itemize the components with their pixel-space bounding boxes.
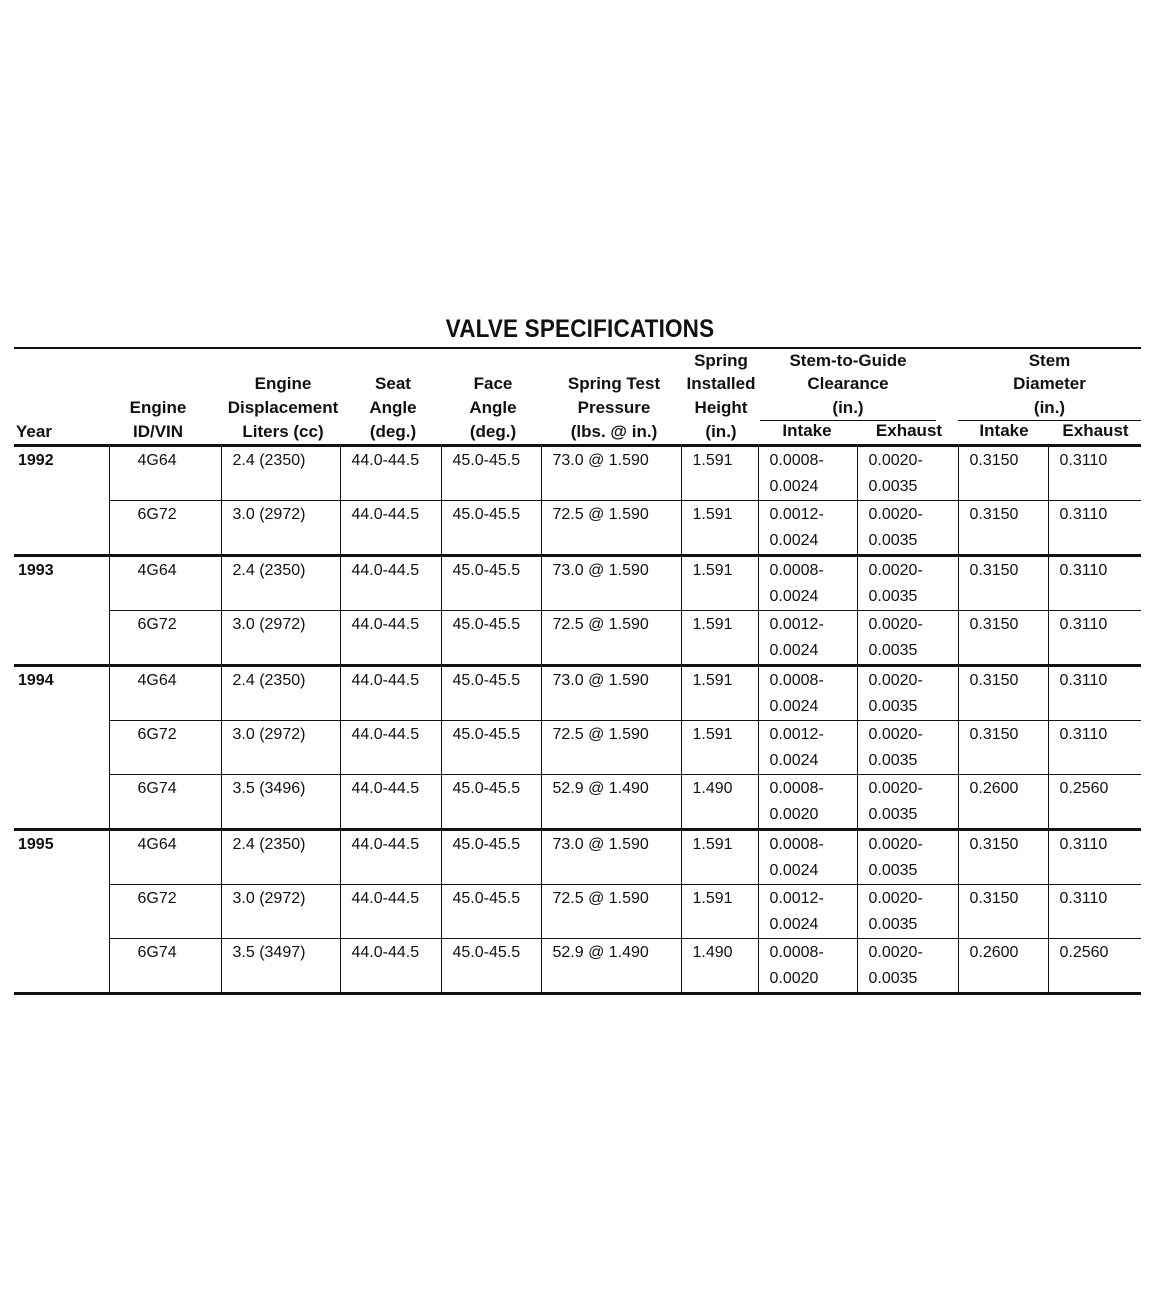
cell-clear-ex xyxy=(857,611,958,666)
cell-clear-in xyxy=(758,611,857,666)
cell-clear-in xyxy=(758,501,857,556)
cell-year: 1994 xyxy=(14,666,109,721)
cell-diam-in: 0.2600 xyxy=(958,939,1048,994)
cell-diam-ex: 0.3110 xyxy=(1048,446,1141,501)
cell-clear-in-line2: 0.0020 xyxy=(769,806,819,823)
cell-disp: 3.5 (3497) xyxy=(221,939,340,994)
header-diameter-line2: Diameter xyxy=(1013,374,1086,393)
cell-clear-in xyxy=(758,446,857,501)
cell-clear-in-line2: 0.0024 xyxy=(769,588,819,605)
header-clearance-line1: Stem-to-Guide xyxy=(789,351,907,370)
table-row xyxy=(14,721,1141,775)
header-height-line4: (in.) xyxy=(705,422,737,441)
cell-diam-ex: 0.3110 xyxy=(1048,556,1141,611)
cell-diam-ex: 0.2560 xyxy=(1048,775,1141,830)
cell-diam-in: 0.3150 xyxy=(958,830,1048,885)
cell-engine: 6G74 xyxy=(109,939,221,994)
cell-diam-ex: 0.2560 xyxy=(1048,939,1141,994)
header-engine-line1: Engine xyxy=(129,398,187,417)
cell-diam-in: 0.3150 xyxy=(958,721,1048,775)
cell-seat: 44.0-44.5 xyxy=(340,885,441,939)
header-displacement-line3: Liters (cc) xyxy=(242,422,324,441)
cell-engine: 4G64 xyxy=(109,830,221,885)
header-height-line1: Spring xyxy=(694,351,748,370)
cell-height: 1.591 xyxy=(681,556,758,611)
cell-clear-ex xyxy=(857,721,958,775)
cell-clear-ex-line1: 0.0020- xyxy=(868,616,923,633)
header-diameter-intake: Intake xyxy=(979,421,1029,440)
cell-clear-ex-line2: 0.0035 xyxy=(868,642,918,659)
cell-clear-ex-line1: 0.0020- xyxy=(868,836,923,853)
header-clearance-line3: (in.) xyxy=(832,398,864,417)
header-year: Year xyxy=(16,422,52,441)
cell-spring: 73.0 @ 1.590 xyxy=(541,830,681,885)
cell-disp: 3.0 (2972) xyxy=(221,721,340,775)
header-engine-line2: ID/VIN xyxy=(132,422,184,441)
header-spring-line1: Spring Test xyxy=(567,374,661,393)
cell-clear-in xyxy=(758,775,857,830)
cell-clear-ex xyxy=(857,775,958,830)
table-row xyxy=(14,885,1141,939)
cell-clear-in-line2: 0.0020 xyxy=(769,970,819,987)
cell-year: 1992 xyxy=(14,446,109,501)
cell-spring: 72.5 @ 1.590 xyxy=(541,721,681,775)
cell-clear-ex-line2: 0.0035 xyxy=(868,752,918,769)
cell-face: 45.0-45.5 xyxy=(441,611,541,666)
cell-diam-ex: 0.3110 xyxy=(1048,501,1141,556)
cell-clear-ex-line1: 0.0020- xyxy=(868,944,923,961)
cell-year xyxy=(14,885,109,939)
cell-clear-ex-line1: 0.0020- xyxy=(868,506,923,523)
cell-height: 1.591 xyxy=(681,446,758,501)
cell-year: 1995 xyxy=(14,830,109,885)
table-row xyxy=(14,939,1141,994)
header-seat-line3: (deg.) xyxy=(369,422,417,441)
cell-clear-in-line2: 0.0024 xyxy=(769,642,819,659)
cell-height: 1.591 xyxy=(681,611,758,666)
cell-clear-ex-line1: 0.0020- xyxy=(868,452,923,469)
table-row xyxy=(14,446,1141,501)
header-spring-line3: (lbs. @ in.) xyxy=(570,422,658,441)
cell-engine: 6G72 xyxy=(109,611,221,666)
cell-clear-in-line1: 0.0012- xyxy=(769,616,824,633)
header-diameter-line3: (in.) xyxy=(1033,398,1066,417)
cell-clear-in-line2: 0.0024 xyxy=(769,916,819,933)
cell-disp: 3.0 (2972) xyxy=(221,611,340,666)
header-displacement-line2: Displacement xyxy=(227,398,339,417)
header-displacement-line1: Engine xyxy=(254,374,312,393)
cell-spring: 52.9 @ 1.490 xyxy=(541,775,681,830)
cell-clear-ex-line2: 0.0035 xyxy=(868,478,918,495)
header-seat-line1: Seat xyxy=(375,374,411,393)
cell-diam-in: 0.3150 xyxy=(958,446,1048,501)
cell-face: 45.0-45.5 xyxy=(441,666,541,721)
cell-face: 45.0-45.5 xyxy=(441,446,541,501)
cell-disp: 2.4 (2350) xyxy=(221,830,340,885)
header-diameter-exhaust: Exhaust xyxy=(1062,421,1129,440)
header-clearance-exhaust: Exhaust xyxy=(875,421,943,440)
cell-clear-ex xyxy=(857,830,958,885)
cell-diam-ex: 0.3110 xyxy=(1048,885,1141,939)
cell-diam-in: 0.3150 xyxy=(958,885,1048,939)
cell-clear-in-line2: 0.0024 xyxy=(769,752,819,769)
cell-clear-in-line1: 0.0008- xyxy=(769,836,824,853)
cell-diam-ex: 0.3110 xyxy=(1048,666,1141,721)
cell-seat: 44.0-44.5 xyxy=(340,721,441,775)
cell-clear-ex xyxy=(857,666,958,721)
cell-diam-in: 0.3150 xyxy=(958,556,1048,611)
header-diameter-line1: Stem xyxy=(1028,351,1071,370)
header-clearance-line2: Clearance xyxy=(807,374,889,393)
cell-disp: 2.4 (2350) xyxy=(221,666,340,721)
cell-clear-ex-line2: 0.0035 xyxy=(868,916,918,933)
cell-face: 45.0-45.5 xyxy=(441,885,541,939)
cell-face: 45.0-45.5 xyxy=(441,556,541,611)
cell-spring: 73.0 @ 1.590 xyxy=(541,666,681,721)
cell-seat: 44.0-44.5 xyxy=(340,939,441,994)
cell-seat: 44.0-44.5 xyxy=(340,775,441,830)
cell-clear-ex-line1: 0.0020- xyxy=(868,890,923,907)
cell-face: 45.0-45.5 xyxy=(441,830,541,885)
cell-height: 1.591 xyxy=(681,830,758,885)
cell-year xyxy=(14,721,109,775)
cell-clear-in xyxy=(758,666,857,721)
cell-height: 1.591 xyxy=(681,885,758,939)
cell-engine: 6G72 xyxy=(109,721,221,775)
cell-year xyxy=(14,501,109,556)
table-row xyxy=(14,501,1141,556)
cell-seat: 44.0-44.5 xyxy=(340,666,441,721)
cell-year: 1993 xyxy=(14,556,109,611)
cell-seat: 44.0-44.5 xyxy=(340,501,441,556)
cell-diam-in: 0.2600 xyxy=(958,775,1048,830)
cell-clear-ex xyxy=(857,556,958,611)
cell-seat: 44.0-44.5 xyxy=(340,446,441,501)
cell-clear-in-line1: 0.0008- xyxy=(769,780,824,797)
cell-clear-in xyxy=(758,556,857,611)
cell-clear-ex-line2: 0.0035 xyxy=(868,698,918,715)
cell-clear-in xyxy=(758,830,857,885)
cell-clear-in-line1: 0.0008- xyxy=(769,672,824,689)
cell-face: 45.0-45.5 xyxy=(441,721,541,775)
header-face-line1: Face xyxy=(473,374,513,393)
cell-clear-in-line1: 0.0008- xyxy=(769,452,824,469)
table-row xyxy=(14,830,1141,885)
cell-clear-in xyxy=(758,885,857,939)
cell-clear-ex-line1: 0.0020- xyxy=(868,726,923,743)
cell-disp: 3.0 (2972) xyxy=(221,885,340,939)
cell-height: 1.591 xyxy=(681,666,758,721)
cell-diam-ex: 0.3110 xyxy=(1048,721,1141,775)
cell-seat: 44.0-44.5 xyxy=(340,830,441,885)
header-face-line3: (deg.) xyxy=(469,422,517,441)
cell-engine: 4G64 xyxy=(109,556,221,611)
cell-face: 45.0-45.5 xyxy=(441,775,541,830)
cell-clear-ex xyxy=(857,446,958,501)
cell-clear-ex-line2: 0.0035 xyxy=(868,532,918,549)
cell-clear-in-line2: 0.0024 xyxy=(769,698,819,715)
cell-seat: 44.0-44.5 xyxy=(340,556,441,611)
cell-disp: 2.4 (2350) xyxy=(221,556,340,611)
cell-clear-ex-line2: 0.0035 xyxy=(868,806,918,823)
cell-spring: 72.5 @ 1.590 xyxy=(541,885,681,939)
cell-spring: 52.9 @ 1.490 xyxy=(541,939,681,994)
cell-diam-ex: 0.3110 xyxy=(1048,830,1141,885)
cell-clear-in-line2: 0.0024 xyxy=(769,478,819,495)
header-face-line2: Angle xyxy=(469,398,517,417)
cell-clear-ex-line2: 0.0035 xyxy=(868,970,918,987)
cell-clear-ex xyxy=(857,501,958,556)
cell-spring: 72.5 @ 1.590 xyxy=(541,611,681,666)
cell-spring: 73.0 @ 1.590 xyxy=(541,446,681,501)
cell-clear-ex xyxy=(857,885,958,939)
cell-diam-in: 0.3150 xyxy=(958,501,1048,556)
cell-clear-in-line1: 0.0008- xyxy=(769,562,824,579)
cell-face: 45.0-45.5 xyxy=(441,501,541,556)
table-row xyxy=(14,775,1141,830)
cell-clear-in-line1: 0.0012- xyxy=(769,506,824,523)
cell-clear-in-line2: 0.0024 xyxy=(769,862,819,879)
cell-clear-in-line2: 0.0024 xyxy=(769,532,819,549)
cell-year xyxy=(14,775,109,830)
header-seat-line2: Angle xyxy=(369,398,417,417)
cell-height: 1.591 xyxy=(681,501,758,556)
cell-clear-in xyxy=(758,721,857,775)
cell-engine: 6G74 xyxy=(109,775,221,830)
cell-engine: 6G72 xyxy=(109,501,221,556)
cell-diam-in: 0.3150 xyxy=(958,666,1048,721)
cell-clear-ex-line1: 0.0020- xyxy=(868,562,923,579)
cell-year xyxy=(14,611,109,666)
cell-clear-in xyxy=(758,939,857,994)
cell-clear-ex-line2: 0.0035 xyxy=(868,862,918,879)
cell-engine: 4G64 xyxy=(109,446,221,501)
cell-face: 45.0-45.5 xyxy=(441,939,541,994)
table-row xyxy=(14,611,1141,666)
cell-diam-in: 0.3150 xyxy=(958,611,1048,666)
header-height-line2: Installed xyxy=(686,374,756,393)
cell-clear-ex-line1: 0.0020- xyxy=(868,672,923,689)
cell-engine: 4G64 xyxy=(109,666,221,721)
table-row xyxy=(14,666,1141,721)
header-clearance-intake: Intake xyxy=(782,421,832,440)
cell-height: 1.591 xyxy=(681,721,758,775)
cell-spring: 72.5 @ 1.590 xyxy=(541,501,681,556)
cell-clear-ex xyxy=(857,939,958,994)
cell-clear-in-line1: 0.0012- xyxy=(769,890,824,907)
cell-height: 1.490 xyxy=(681,939,758,994)
cell-engine: 6G72 xyxy=(109,885,221,939)
cell-clear-ex-line2: 0.0035 xyxy=(868,588,918,605)
cell-clear-in-line1: 0.0008- xyxy=(769,944,824,961)
table-row xyxy=(14,556,1141,611)
cell-height: 1.490 xyxy=(681,775,758,830)
cell-spring: 73.0 @ 1.590 xyxy=(541,556,681,611)
header-spring-line2: Pressure xyxy=(577,398,651,417)
header-height-line3: Height xyxy=(694,398,748,417)
cell-seat: 44.0-44.5 xyxy=(340,611,441,666)
valve-spec-table xyxy=(14,444,1141,995)
cell-year xyxy=(14,939,109,994)
page-title: VALVE SPECIFICATIONS xyxy=(445,315,715,343)
cell-disp: 3.5 (3496) xyxy=(221,775,340,830)
cell-clear-ex-line1: 0.0020- xyxy=(868,780,923,797)
cell-disp: 3.0 (2972) xyxy=(221,501,340,556)
cell-diam-ex: 0.3110 xyxy=(1048,611,1141,666)
table-header xyxy=(14,349,1141,444)
cell-clear-in-line1: 0.0012- xyxy=(769,726,824,743)
cell-disp: 2.4 (2350) xyxy=(221,446,340,501)
